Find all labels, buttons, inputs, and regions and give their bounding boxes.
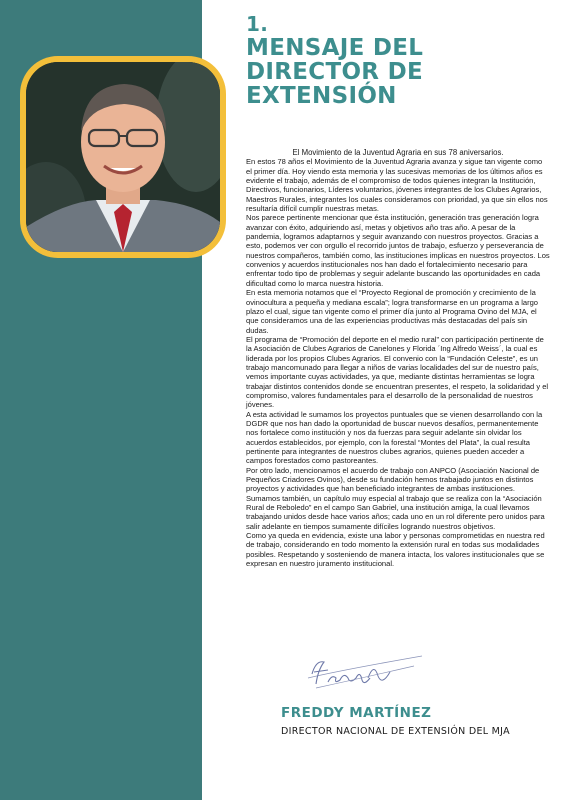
heading-line-1: MENSAJE DEL bbox=[246, 35, 424, 61]
paragraph-7: Sumamos también, un capítulo muy especial al trabajo que se realiza con la “Asociación Rural de Reboledo” en el campo San Gabriel, una institución amiga, la cual llevamos trabajando unidos desde hace varios años; cada uno en un rol diferente pero unidos para salir adelante en tiempos sumamente difíciles logrando nuestros objetivos. bbox=[246, 493, 545, 531]
paragraph-4: El programa de “Promoción del deporte en el medio rural” con participación pertinente de la Asociación de Clubes Agrarios de Canelones y Florida ´Ing Alfredo Weiss´, la cual es liderada por los propios Clubes Agrarios. El convenio con la “Fundación Celeste”, es un trabajo mancomunado para llegar a niños de varias localidades del sur de nuestro país, vemos importante cuyas actividades, ya que, mediante distintas herramientas se logra trabajar distintos contenidos donde se encuentran presentes, el respeto, la solidaridad y el compromiso, valores fundamentales para el desarrollo de la personalidad de nuestros jóvenes. bbox=[246, 334, 549, 410]
signatory-title: DIRECTOR NACIONAL DE EXTENSIÓN DEL MJA bbox=[281, 726, 510, 737]
paragraph-6: Por otro lado, mencionamos el acuerdo de trabajo con ANPCO (Asociación Nacional de Pequeños Criadores Ovinos), desde su fundación hemos trabajado juntos en distintos proyectos y actividades que han beneficiado integrantes de ambas instituciones. bbox=[246, 465, 540, 494]
paragraph-5: A esta actividad le sumamos los proyectos puntuales que se vienen desarrollando con la DGDR que nos han dado la oportunidad de buscar nuevos desafíos, permanentemente nos fortalece como institución y nos da fuerzas para seguir adelante sin olvidar los acuerdos establecidos, por ejemplo, con la forestal “Montes del Plata”, la cual resulta pertinente para integrantes de nuestros clubes agrarios, quienes pueden acceder a campos forestados como pastoreantes. bbox=[246, 409, 543, 466]
paragraph-2: Nos parece pertinente mencionar que ésta institución, generación tras generación logra avanzar con éxito, adquiriendo así, metas y objetivos año tras año. A pesar de la pandemia, logramos adaptarnos y seguir avanzando con nuestros proyectos. Gracias a esto, podemos ver con orgullo el recorrido juntos de trabajo, esfuerzo y perseverancia de nuestros compañeros, también como, las instituciones implicas en nuestros proyectos. Los convenios y acuerdos institucionales nos han dado el fortalecimiento necesario para enfrentar todo tipo de problemas y seguir adelante buscando las oportunidades en cada dificultad como lo marca nuestra historia. bbox=[246, 213, 550, 288]
director-portrait bbox=[26, 62, 220, 252]
paragraph-3: En esta memoria notamos que el “Proyecto Regional de promoción y crecimiento de la ovinocultura a pequeña y mediana escala”; logra transformarse en un programa a largo plazo el cual, sigue tan vigente como el primer día junto al Programa Ovino del MJA, el que consideramos una de las experiencias productivas más destacadas del país sin dudas. bbox=[246, 288, 538, 335]
section-heading bbox=[246, 12, 546, 108]
handwritten-signature bbox=[302, 648, 426, 696]
message-subtitle: El Movimiento de la Juventud Agraria en sus 78 aniversarios. bbox=[292, 148, 504, 157]
message-body bbox=[246, 148, 550, 568]
paragraph-8: Como ya queda en evidencia, existe una labor y personas comprometidas en nuestra red de trabajo, considerando en todo momento la extensión rural en todas sus modalidades posibles. Respetando y sosteniendo de manera intacta, los valores institucionales que se expresan en nuestro juramento institucional. bbox=[246, 531, 545, 569]
heading-line-2: DIRECTOR DE bbox=[246, 59, 424, 85]
paragraph-1: En estos 78 años el Movimiento de la Juventud Agraria avanza y sigue tan vigente como el primer día. Hoy viendo esta memoria y las sucesivas memorias de los últimos años es evidente el trabajo, además de el compromiso de todos quienes integran la Institución, Directivos, funcionarios, Líderes voluntarios, jóvenes integrantes de los Clubes Agrarios, Maestros Rurales, integrantes los cuales consideramos con prioridad, ya que sin ellos nos resultaría difícil cumplir nuestras metas. bbox=[246, 157, 548, 214]
heading-line-3: EXTENSIÓN bbox=[246, 83, 397, 109]
signatory-name: FREDDY MARTÍNEZ bbox=[281, 705, 432, 721]
section-number: 1. bbox=[246, 12, 269, 36]
